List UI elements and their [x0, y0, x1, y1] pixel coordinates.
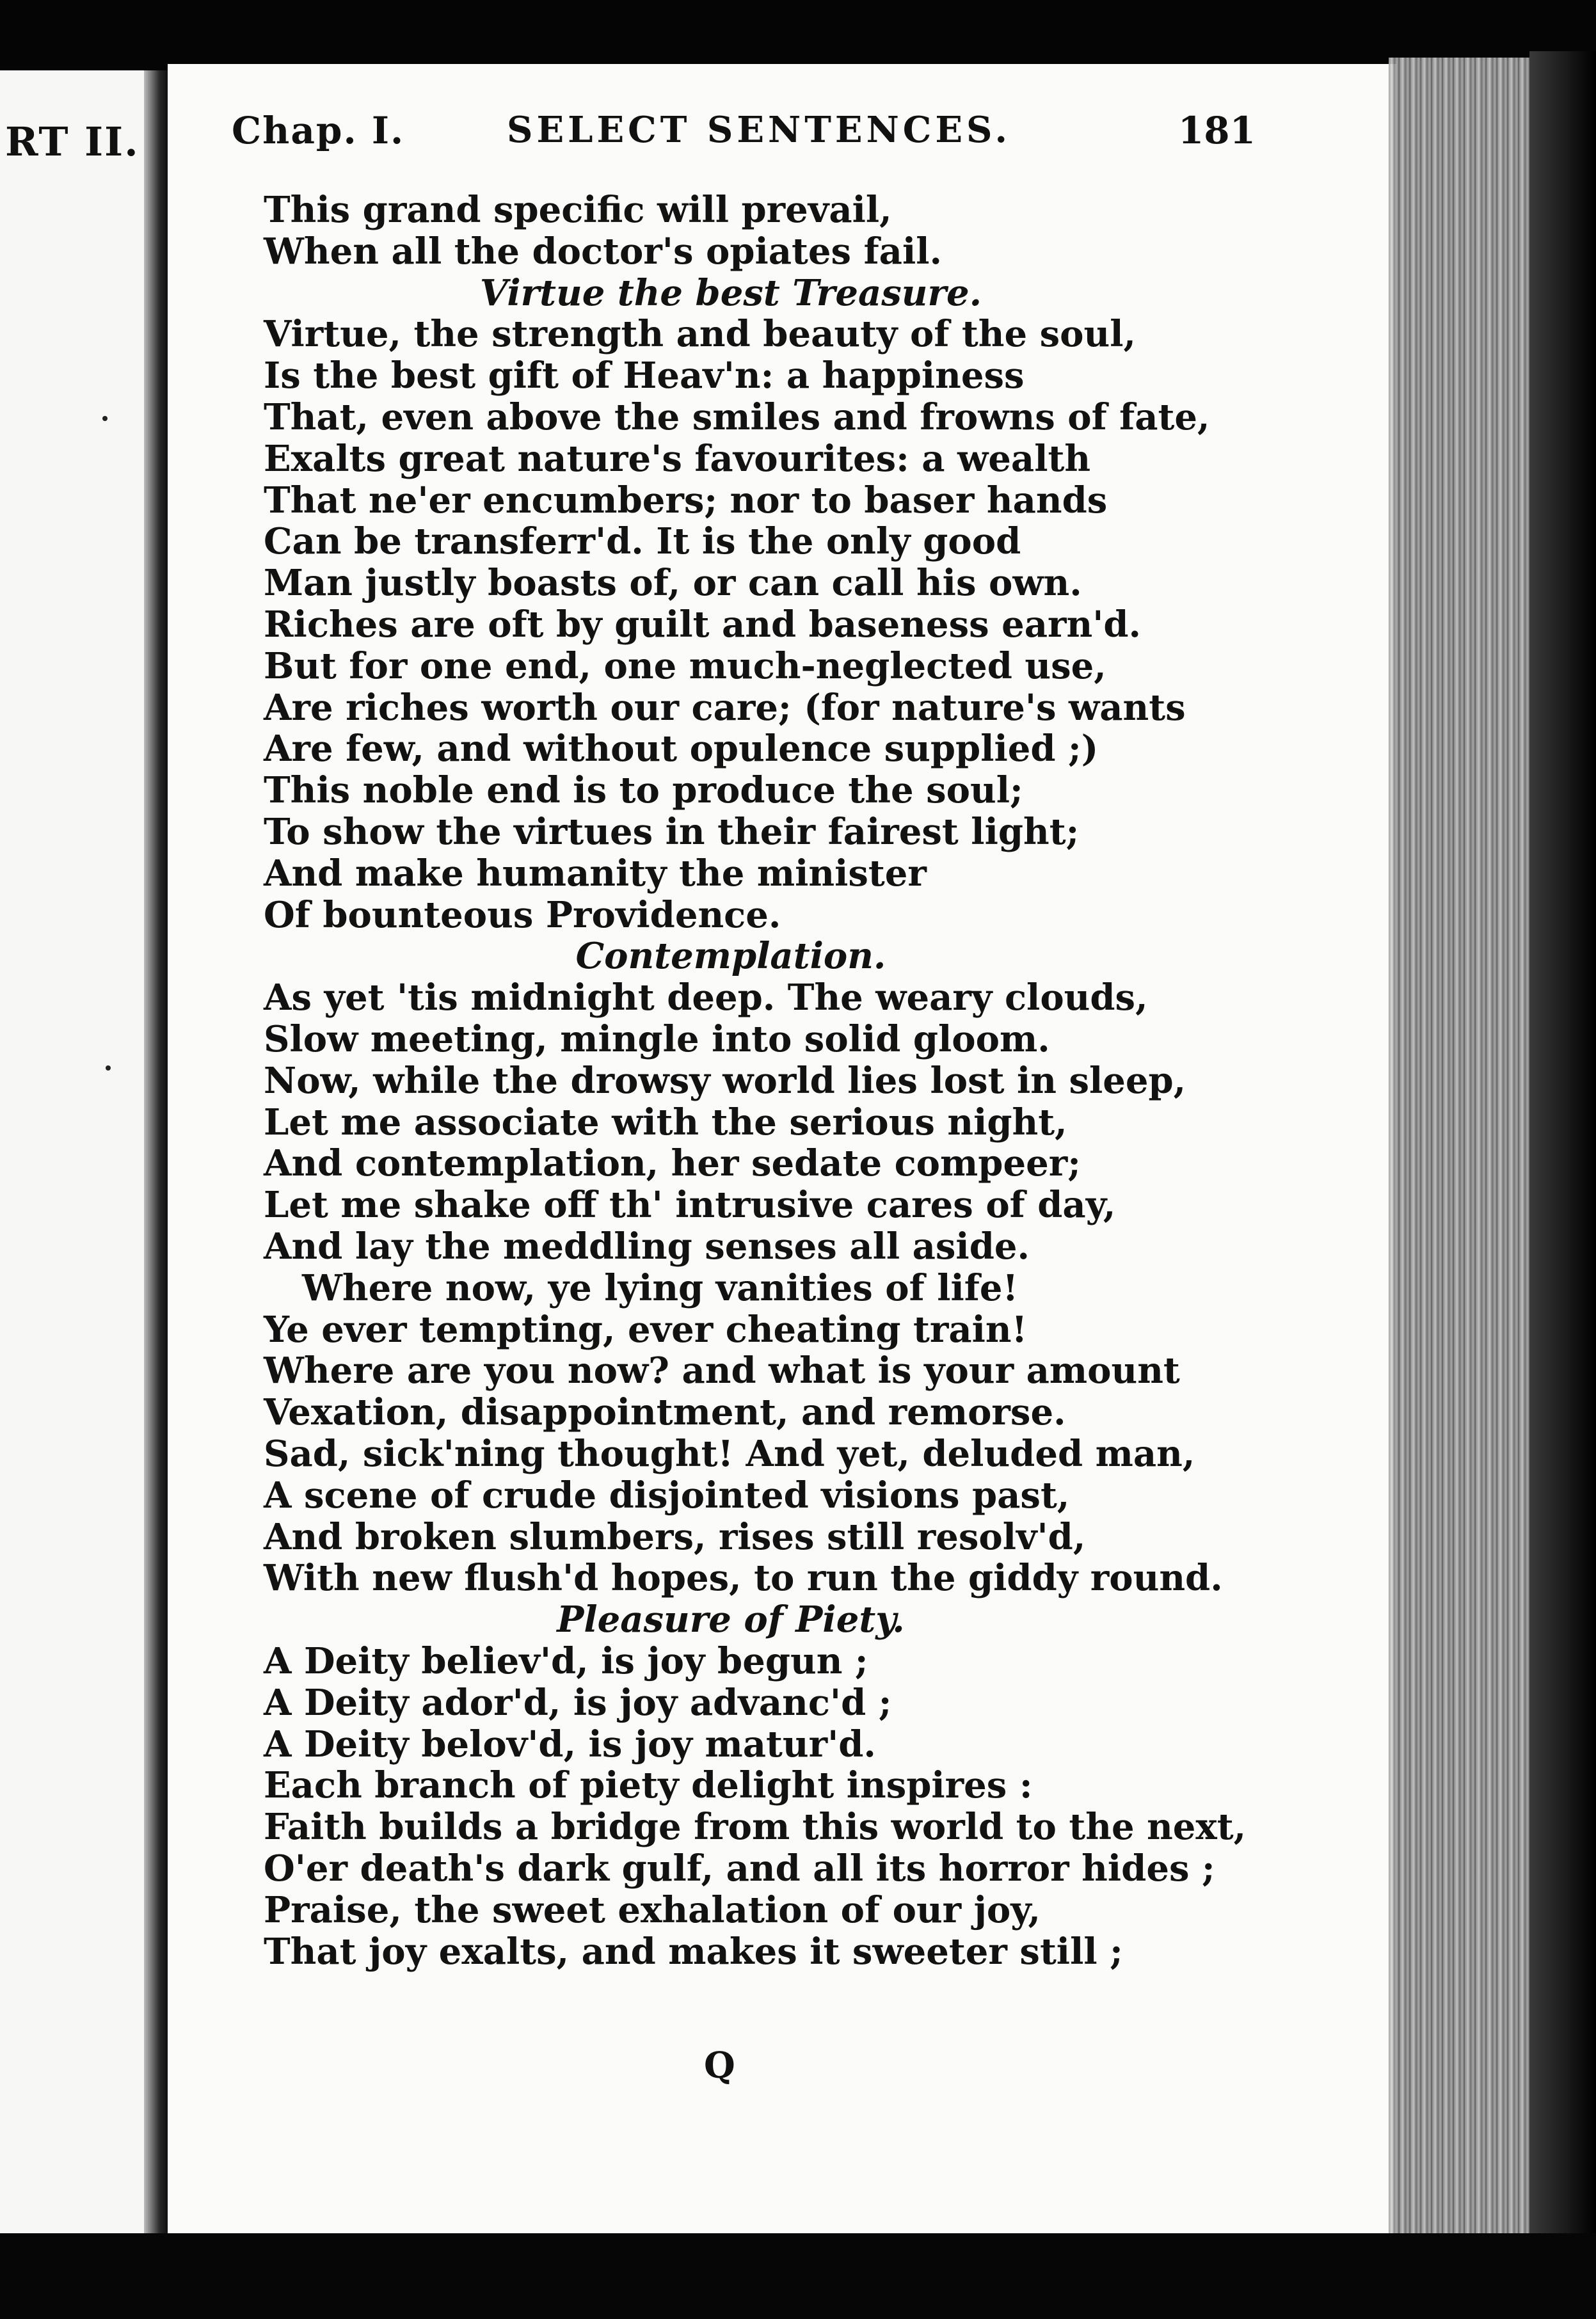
poem-line: A scene of crude disjointed visions past,: [264, 1474, 1070, 1517]
poem-line: And contemplation, her sedate compeer;: [264, 1142, 1081, 1184]
poem-line: This grand specific will prevail,: [264, 189, 892, 231]
poem-line: Slow meeting, mingle into solid gloom.: [264, 1018, 1050, 1060]
poem-line: To show the virtues in their fairest light;: [264, 811, 1080, 853]
poem-line: That, even above the smiles and frowns of fate,: [264, 396, 1210, 438]
poem-line: Ye ever tempting, ever cheating train!: [264, 1309, 1028, 1351]
poem-line: Are riches worth our care; (for nature's wants: [264, 687, 1186, 729]
poem-line: Virtue, the strength and beauty of the soul,: [264, 313, 1136, 355]
poem-line: Each branch of piety delight inspires :: [264, 1764, 1033, 1806]
section-heading: Virtue the best Treasure.: [479, 272, 982, 314]
poem-line: Sad, sick'ning thought! And yet, deluded man,: [264, 1433, 1195, 1475]
ink-speck: [106, 1065, 111, 1071]
poem-line: Let me associate with the serious night,: [264, 1101, 1067, 1144]
poem-line: Exalts great nature's favourites: a wealth: [264, 438, 1091, 480]
poem-line: Of bounteous Providence.: [264, 894, 781, 936]
poem-line: Praise, the sweet exhalation of our joy,: [264, 1889, 1041, 1931]
poem-line: That joy exalts, and makes it sweeter still ;: [264, 1931, 1123, 1973]
page-edge-shadow: [1529, 51, 1596, 2252]
left-page-running-head: RT II.: [5, 118, 140, 165]
page-fore-edge: [1389, 58, 1529, 2240]
poem-line: And broken slumbers, rises still resolv'd,: [264, 1516, 1086, 1558]
poem-line: A Deity ador'd, is joy advanc'd ;: [264, 1682, 892, 1724]
poem-line: Can be transferr'd. It is the only good: [264, 520, 1021, 562]
left-page-fragment: [0, 70, 147, 2233]
poem-line: Are few, and without opulence supplied ;): [264, 728, 1099, 770]
poem-line: Is the best gift of Heav'n: a happiness: [264, 355, 1025, 397]
signature-mark: Q: [704, 2044, 735, 2087]
poem-line: That ne'er encumbers; nor to baser hands: [264, 479, 1108, 522]
section-heading: Contemplation.: [575, 935, 886, 977]
section-heading: Pleasure of Piety.: [557, 1598, 905, 1641]
chapter-label: Chap. I.: [232, 109, 405, 152]
poem-line: And make humanity the minister: [264, 852, 927, 895]
poem-line: Faith builds a bridge from this world to the next,: [264, 1806, 1247, 1848]
scan-bottom-border: [0, 2233, 1596, 2319]
poem-line: O'er death's dark gulf, and all its horror hides ;: [264, 1847, 1215, 1890]
poem-line: With new flush'd hopes, to run the giddy round.: [264, 1557, 1223, 1599]
poem-line: Where now, ye lying vanities of life!: [302, 1267, 1019, 1309]
poem-line: And lay the meddling senses all aside.: [264, 1225, 1030, 1268]
poem-line: Man justly boasts of, or can call his own.: [264, 562, 1082, 604]
poem-line: Now, while the drowsy world lies lost in sleep,: [264, 1060, 1186, 1102]
book-gutter: [144, 70, 170, 2233]
poem-line: This noble end is to produce the soul;: [264, 769, 1023, 811]
ink-speck: [102, 416, 108, 421]
poem-line: Riches are oft by guilt and baseness earn'd.: [264, 603, 1142, 646]
poem-line: A Deity believ'd, is joy begun ;: [264, 1640, 868, 1682]
poem-line: Vexation, disappointment, and remorse.: [264, 1391, 1066, 1433]
poem-line: When all the doctor's opiates fail.: [264, 230, 942, 273]
poem-line: Where are you now? and what is your amount: [264, 1350, 1180, 1392]
poem-line: But for one end, one much-neglected use,: [264, 645, 1106, 687]
running-head: [232, 109, 1275, 160]
poem-line: As yet 'tis midnight deep. The weary clouds,: [264, 976, 1148, 1019]
page-number: 181: [1177, 109, 1256, 152]
running-title: SELECT SENTENCES.: [507, 109, 1011, 151]
poem-line: A Deity belov'd, is joy matur'd.: [264, 1723, 876, 1765]
poem-line: Let me shake off th' intrusive cares of day,: [264, 1184, 1116, 1226]
